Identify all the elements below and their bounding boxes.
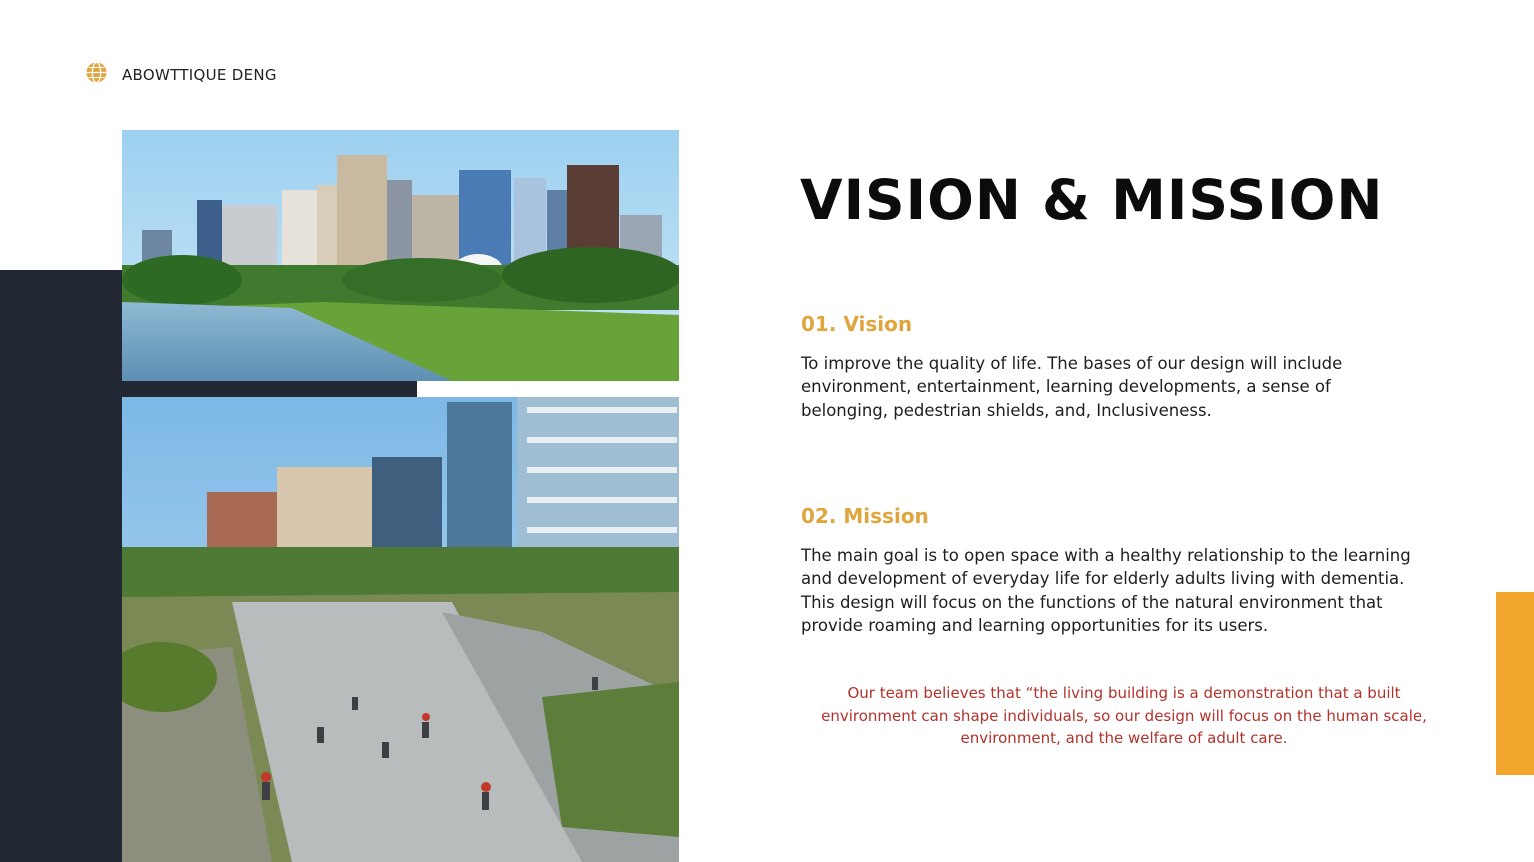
mission-body: The main goal is to open space with a healthy relationship to the learning and development of everyday life for elderly adults living with dementia. This design will focus on the functions of the natural environment that provide roaming and learning opportunities for its users. — [801, 546, 1411, 635]
orange-accent-bar — [1496, 592, 1534, 775]
team-quote: Our team believes that “the living building is a demonstration that a built environment can shape individuals, so our design will focus on the human scale, environment, and the welfare of adult care. — [821, 684, 1427, 748]
promenade-photo — [122, 397, 679, 862]
brand-header — [86, 64, 277, 86]
city-skyline-photo — [122, 130, 679, 381]
vision-heading: 01. Vision — [801, 312, 913, 336]
vision-body: To improve the quality of life. The bases of our design will include environment, entertainment, learning developments, a sense of belonging, pedestrian shields, and, Inclusiveness. — [801, 354, 1343, 420]
page-title: VISION & MISSION — [800, 168, 1384, 232]
brand-name: ABOWTTIQUE DENG — [122, 66, 277, 84]
dark-decor-strip — [122, 381, 417, 397]
globe-icon — [86, 62, 107, 88]
mission-heading: 02. Mission — [801, 504, 929, 528]
dark-decor-band — [0, 270, 122, 862]
